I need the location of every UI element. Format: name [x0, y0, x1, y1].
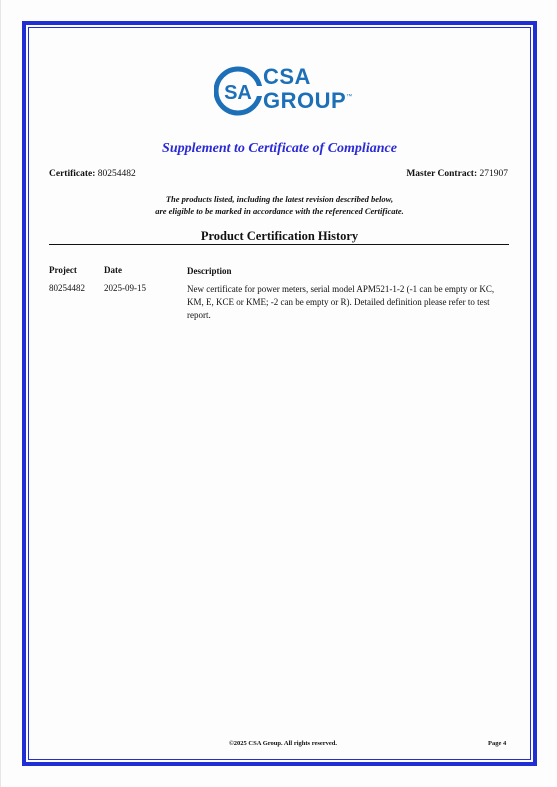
document-title: Supplement to Certificate of Compliance	[162, 141, 397, 156]
row-project: 80254482	[49, 283, 85, 293]
column-header-project: Project	[49, 265, 77, 275]
logo-mark-letters: SA	[224, 82, 252, 104]
notice-line-1: The products listed, including the latest revision described below,	[165, 194, 394, 204]
footer-copyright: ©2025 CSA Group. All rights reserved.	[228, 740, 338, 747]
notice-line-2: are eligible to be marked in accordance with the referenced Certificate.	[155, 206, 404, 216]
eligibility-notice	[1, 193, 557, 217]
row-date: 2025-09-15	[104, 283, 146, 293]
logo-trademark: ™	[346, 94, 353, 100]
csa-group-logo	[214, 62, 353, 122]
certificate-number	[49, 169, 136, 179]
logo-line-2	[263, 87, 353, 111]
logo-line-2-text: GROUP	[263, 88, 347, 113]
master-contract	[406, 169, 508, 179]
column-header-date: Date	[104, 265, 122, 275]
certificate-value: 80254482	[97, 169, 136, 179]
csa-logo-mark-icon	[214, 62, 262, 122]
master-contract-label: Master Contract:	[406, 169, 478, 179]
master-contract-value: 271907	[479, 169, 508, 179]
section-heading: Product Certification History	[200, 229, 359, 243]
heading-divider	[49, 244, 509, 245]
logo-wordmark	[263, 64, 353, 113]
logo-line-1: CSA	[263, 64, 311, 89]
certificate-label: Certificate:	[49, 169, 96, 179]
row-description: New certificate for power meters, serial model APM521-1-2 (-1 can be empty or KC, KM, E, KCE or KME; -2 can be empty or R). Detailed definition please refer to test report.	[187, 284, 495, 320]
column-header-description: Description	[187, 266, 232, 276]
page-border-inner	[28, 27, 531, 760]
footer-page-number: Page 4	[488, 740, 507, 747]
